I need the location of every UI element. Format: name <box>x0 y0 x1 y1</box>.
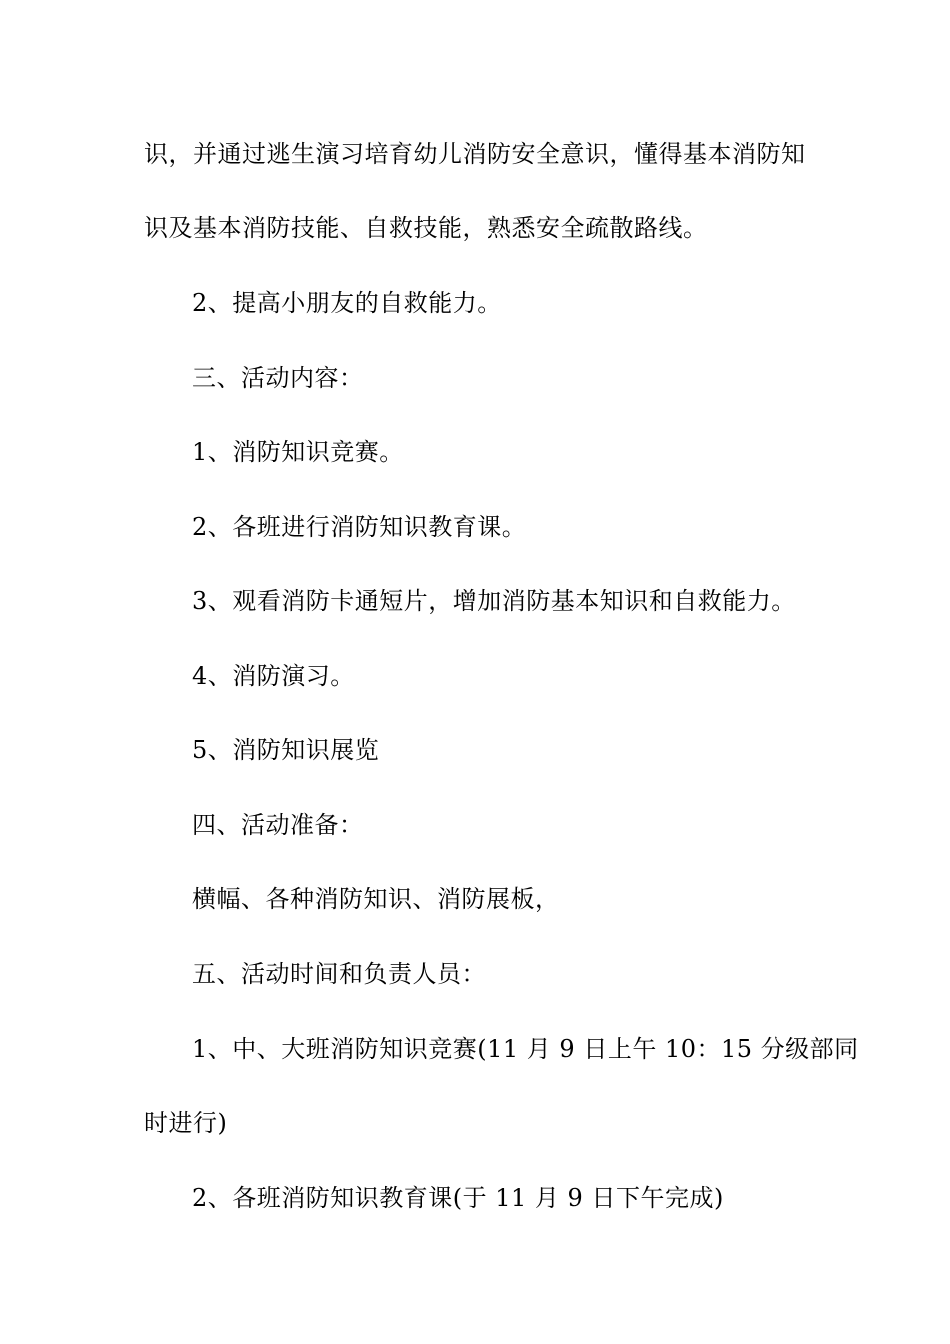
list-item: 1、消防知识竞赛。 <box>192 438 404 466</box>
list-item: 2、各班消防知识教育课(于 11 月 9 日下午完成) <box>192 1184 724 1212</box>
paragraph-line: 识及基本消防技能、自救技能，熟悉安全疏散路线。 <box>144 214 708 242</box>
list-item: 2、提高小朋友的自救能力。 <box>192 289 502 317</box>
list-item: 5、消防知识展览 <box>192 736 380 764</box>
section-heading: 三、活动内容： <box>192 364 364 392</box>
section-heading: 四、活动准备： <box>192 811 364 839</box>
list-item: 2、各班进行消防知识教育课。 <box>192 513 527 541</box>
list-item: 3、观看消防卡通短片，增加消防基本知识和自救能力。 <box>192 587 796 615</box>
paragraph-line: 时进行) <box>144 1109 228 1137</box>
paragraph-line: 识，并通过逃生演习培育幼儿消防安全意识，懂得基本消防知 <box>144 140 806 168</box>
list-item: 1、中、大班消防知识竞赛(11 月 9 日上午 10：15 分级部同 <box>192 1035 859 1063</box>
list-item: 4、消防演习。 <box>192 662 355 690</box>
paragraph-line: 横幅、各种消防知识、消防展板， <box>192 885 560 913</box>
section-heading: 五、活动时间和负责人员： <box>192 960 486 988</box>
